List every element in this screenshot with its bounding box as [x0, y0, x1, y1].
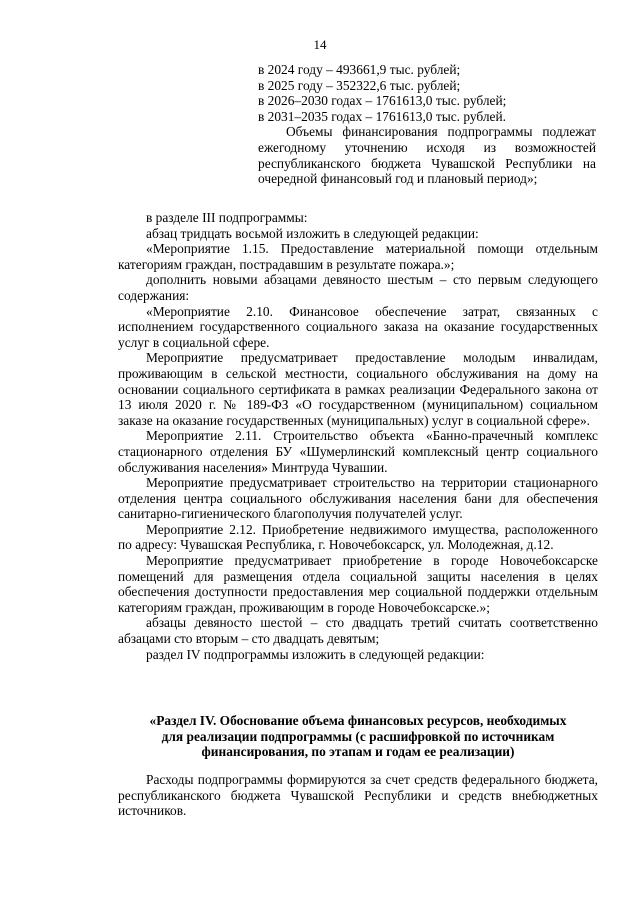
funding-line: в 2024 году – 493661,9 тыс. рублей; [258, 62, 461, 77]
amendments-section-iii [118, 210, 598, 662]
funding-line: в 2025 году – 352322,6 тыс. рублей; [258, 77, 461, 93]
funding-note: Объемы финансирования подпрограммы подлежат ежегодному уточнению исходя из возможностей республиканского бюджета Чувашской Республики на очередной финансовый год и плановый период»; [258, 124, 596, 187]
paragraph: раздел IV подпрограммы изложить в следующей редакции: [146, 646, 485, 662]
paragraph: дополнить новыми абзацами девяносто шестым – сто первым следующего содержания: [118, 272, 598, 303]
funding-line: в 2026–2030 годах – 1761613,0 тыс. рублей; [258, 93, 507, 109]
paragraph: абзац тридцать восьмой изложить в следующей редакции: [146, 225, 479, 241]
paragraph: Мероприятие предусматривает приобретение в городе Новочебоксарске помещений для размещения отдела социальной защиты населения в целях обеспечения доступности предоставления мер социальной поддержки отдельным категориям граждан, проживающим в городе Новочебоксарске.»; [118, 553, 598, 615]
paragraph: Мероприятие 2.11. Строительство объекта «Банно-прачечный комплекс стационарного отделения БУ «Шумерлинский комплексный центр социального обслуживания населения» Минтруда Чувашии. [118, 428, 598, 475]
section-iv-heading [118, 713, 598, 760]
paragraph: Мероприятие 2.12. Приобретение недвижимого имущества, расположенного по адресу: Чувашская Республика, г. Новочебоксарск, ул. Молодежная, д.12. [118, 521, 598, 553]
paragraph: в разделе III подпрограммы: [146, 210, 308, 225]
paragraph: абзацы девяносто шестой – сто двадцать третий считать соответственно абзацами сто вторым – сто двадцать девятым; [118, 615, 598, 647]
section-iv-body [118, 772, 598, 819]
paragraph: Мероприятие предусматривает строительство на территории стационарного отделения центра социального обслуживания населения бани для обеспечения санитарно-гигиенического благополучия получателей услуг. [118, 475, 598, 522]
heading-line: «Раздел IV. Обоснование объема финансовых ресурсов, необходимых [149, 713, 567, 728]
funding-line: в 2031–2035 годах – 1761613,0 тыс. рублей. [258, 108, 506, 124]
page-number: 14 [313, 37, 327, 52]
funding-by-year [258, 62, 596, 187]
paragraph: «Мероприятие 2.10. Финансовое обеспечение затрат, связанных с исполнением государственного социального заказа на оказание государственных услуг в социальной сфере. [118, 303, 598, 350]
heading-line: финансирования, по этапам и годам ее реализации) [201, 744, 515, 760]
paragraph: «Мероприятие 1.15. Предоставление материальной помощи отдельным категориям граждан, пострадавшим в результате пожара.»; [118, 241, 598, 272]
paragraph: Мероприятие предусматривает предоставление молодым инвалидам, проживающим в сельской местности, социального обслуживания на дому на основании социального сертификата в рамках реализации Федерального закона от 13 июля 2020 г. № 189-ФЗ «О государственном (муниципальном) социальном заказе на оказание государственных (муниципальных) услуг в социальной сфере». [118, 350, 598, 428]
paragraph: Расходы подпрограммы формируются за счет средств федерального бюджета, республиканского бюджета Чувашской Республики и средств внебюджетных источников. [118, 772, 598, 819]
heading-line: для реализации подпрограммы (с расшифровкой по источникам [161, 728, 555, 744]
